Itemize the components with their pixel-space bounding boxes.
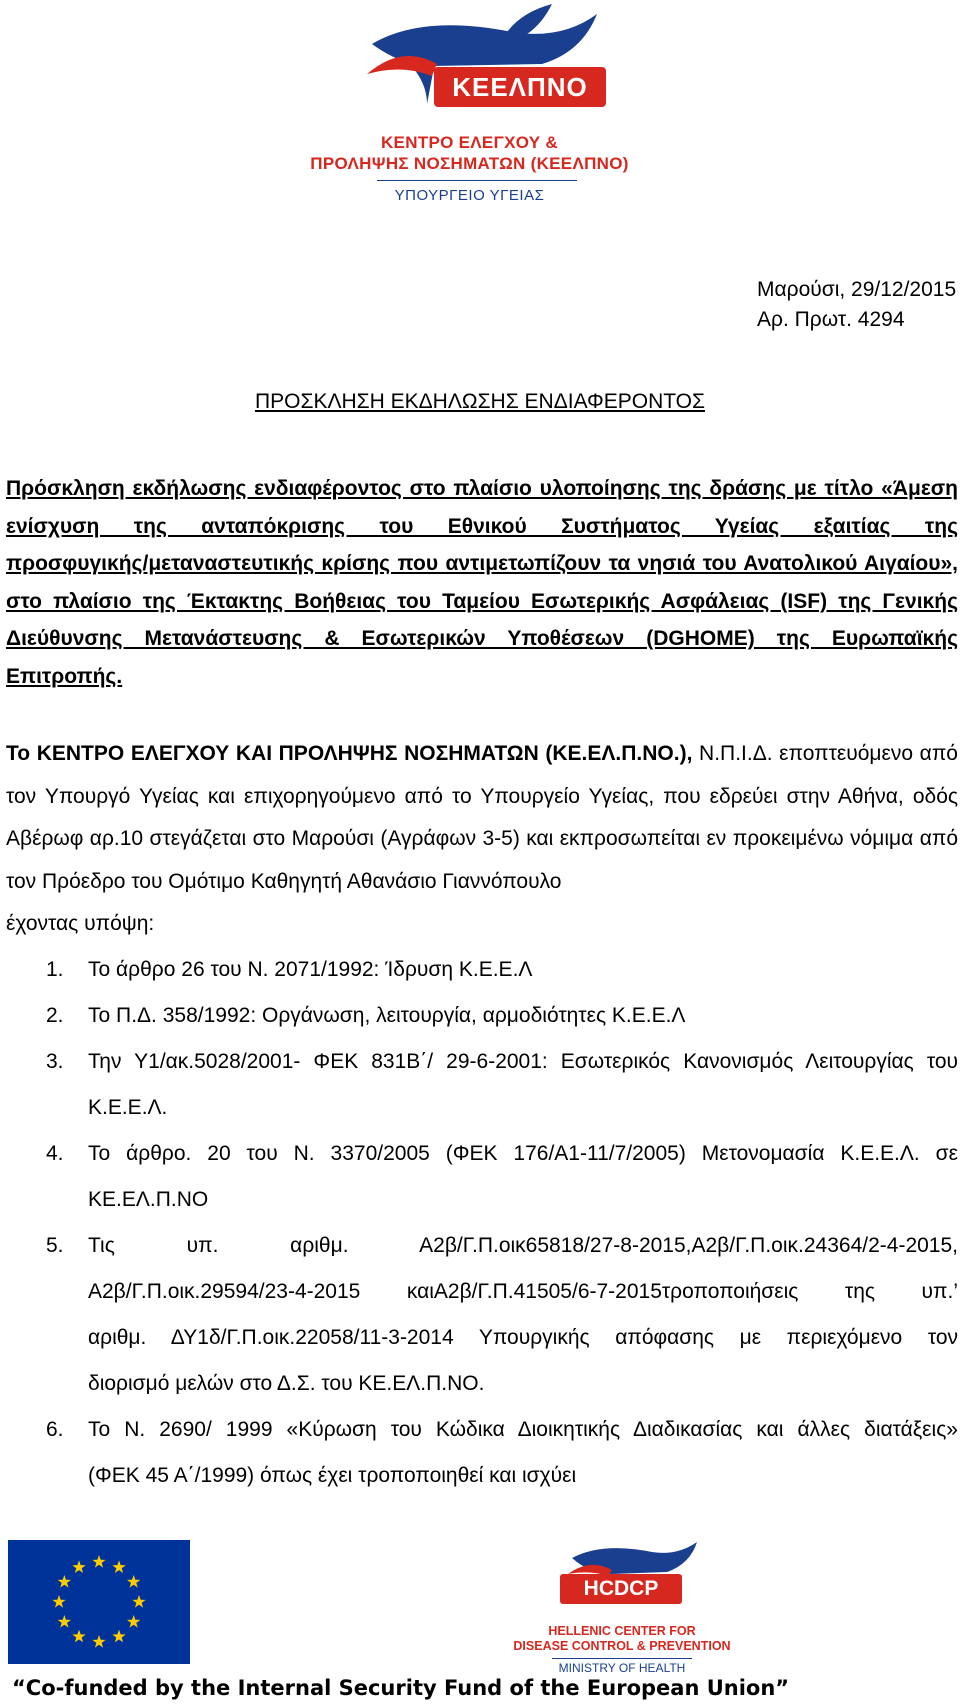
- document-title: ΠΡΟΣΚΛΗΣΗ ΕΚΔΗΛΩΣΗΣ ΕΝΔΙΑΦΕΡΟΝΤΟΣ: [254, 390, 706, 413]
- hcdcp-logo: [502, 1540, 762, 1680]
- list-line: διορισμό μελών στο Δ.Σ. του ΚΕ.ΕΛ.Π.ΝΟ.: [88, 1372, 485, 1395]
- list-number: 1.: [46, 958, 64, 981]
- subject-line: ενίσχυση της ανταπόκρισης του Εθνικού Συστήματος Υγείας εξαιτίας της: [6, 514, 958, 538]
- hcdcp-line1: HELLENIC CENTER FOR: [548, 1624, 696, 1638]
- list-line: Α2β/Γ.Π.οικ.29594/23-4-2015 καιΑ2β/Γ.Π.41505/6-7-2015τροποποιήσεις της υπ.’: [88, 1280, 958, 1303]
- list-line: Το Π.Δ. 358/1992: Οργάνωση, λειτουργία, αρμοδιότητες Κ.Ε.Ε.Λ: [88, 1004, 686, 1027]
- list-line: Κ.Ε.Ε.Λ.: [88, 1096, 168, 1119]
- logo-ministry: ΥΠΟΥΡΓΕΙΟ ΥΓΕΙΑΣ: [394, 187, 545, 204]
- eu-star-icon: [72, 1560, 85, 1573]
- intro-line: [6, 733, 958, 776]
- list-number: 5.: [46, 1234, 64, 1257]
- list-number: 2.: [46, 1004, 64, 1027]
- logo-title-line2: ΠΡΟΛΗΨΗΣ ΝΟΣΗΜΑΤΩΝ (ΚΕΕΛΠΝΟ): [310, 154, 629, 173]
- list-line: Το Ν. 2690/ 1999 «Κύρωση του Κώδικα Διοικητικής Διαδικασίας και άλλες διατάξεις»: [88, 1418, 958, 1441]
- eu-star-icon: [112, 1560, 125, 1573]
- list-item: [46, 1407, 958, 1499]
- eu-star-icon: [127, 1615, 140, 1628]
- hcdcp-line2: DISEASE CONTROL & PREVENTION: [513, 1639, 731, 1653]
- date-block: [757, 275, 956, 335]
- eu-star-icon: [132, 1595, 145, 1608]
- list-line: Το άρθρο 26 του Ν. 2071/1992: Ίδρυση Κ.Ε.Ε.Λ: [88, 958, 533, 981]
- eu-star-icon: [92, 1635, 105, 1648]
- place-date: Μαρούσι, 29/12/2015: [757, 278, 957, 301]
- intro-line1-rest: Ν.Π.Ι.Δ. εποπτευόμενο από: [699, 742, 958, 765]
- list-item: [46, 1039, 958, 1131]
- keelpno-logo: [252, 4, 687, 206]
- hcdcp-acronym: HCDCP: [560, 1574, 682, 1604]
- list-line: Την Υ1/ακ.5028/2001- ΦΕΚ 831Β΄/ 29-6-2001: Εσωτερικός Κανονισμός Λειτουργίας του: [88, 1050, 958, 1073]
- list-number: 4.: [46, 1142, 64, 1165]
- eu-star-icon: [72, 1630, 85, 1643]
- list-line: ΚΕ.ΕΛ.Π.ΝΟ: [88, 1188, 209, 1211]
- list-line: Τις υπ. αριθμ. Α2β/Γ.Π.οικ65818/27-8-2015,Α2β/Γ.Π.οικ.24364/2-4-2015,: [88, 1234, 958, 1257]
- eu-star-icon: [52, 1595, 65, 1608]
- eu-flag-logo: [8, 1540, 190, 1664]
- list-number: 3.: [46, 1050, 64, 1073]
- eu-star-icon: [127, 1575, 140, 1588]
- intro-line: τον Πρόεδρο του Ομότιμο Καθηγητή Αθανάσιο Γιαννόπουλο: [6, 869, 562, 893]
- logo-title-line1: ΚΕΝΤΡΟ ΕΛΕΓΧΟΥ &: [380, 133, 559, 152]
- having-label: έχοντας υπόψη:: [6, 912, 155, 935]
- subject-line: Διεύθυνσης Μετανάστευσης & Εσωτερικών Υποθέσεων (DGHOME) της Ευρωπαϊκής Επιτροπής.: [6, 627, 958, 688]
- subject-line: Πρόσκληση εκδήλωσης ενδιαφέροντος στο πλαίσιο υλοποίησης της δράσης με τίτλο «Άμεση: [6, 477, 958, 500]
- list-item: [46, 993, 958, 1039]
- considerations-list: [46, 947, 958, 1499]
- organization-name: Το ΚΕΝΤΡΟ ΕΛΕΓΧΟΥ ΚΑΙ ΠΡΟΛΗΨΗΣ ΝΟΣΗΜΑΤΩΝ (ΚΕ.ΕΛ.Π.ΝΟ.),: [6, 742, 693, 765]
- list-number: 6.: [46, 1418, 64, 1441]
- logo-divider: [377, 180, 577, 181]
- eu-star-icon: [92, 1555, 105, 1568]
- subject-paragraph: [6, 470, 958, 695]
- intro-line: Αβέρωφ αρ.10 στεγάζεται στο Μαρούσι (Αγράφων 3-5) και εκπροσωπείται εν προκειμένω νόμιμα από: [6, 827, 958, 850]
- protocol-number: Αρ. Πρωτ. 4294: [757, 308, 905, 331]
- list-item: [46, 1223, 958, 1407]
- eu-star-icon: [58, 1575, 71, 1588]
- eu-stars-icon: [8, 1540, 190, 1664]
- eu-star-icon: [58, 1615, 71, 1628]
- list-item: [46, 947, 958, 993]
- hcdcp-divider: [552, 1658, 692, 1659]
- intro-paragraph: [6, 733, 958, 903]
- list-line: (ΦΕΚ 45 Α΄/1999) όπως έχει τροποποιηθεί και ισχύει: [88, 1464, 577, 1487]
- hcdcp-ministry: MINISTRY OF HEALTH: [558, 1661, 686, 1675]
- subject-line: στο πλαίσιο της Έκτακτης Βοήθειας του Ταμείου Εσωτερικής Ασφάλειας (ISF) της Γενικής: [6, 589, 958, 613]
- eu-star-icon: [112, 1630, 125, 1643]
- list-item: [46, 1131, 958, 1223]
- keelpno-acronym: ΚΕΕΛΠΝΟ: [434, 67, 606, 107]
- subject-line: προσφυγικής/μεταναστευτικής κρίσης που αντιμετωπίζουν τα νησιά του Ανατολικού Αιγαίου»,: [6, 552, 958, 575]
- cofunded-note: “Co-funded by the Internal Security Fund of the European Union”: [12, 1676, 790, 1700]
- list-line: Το άρθρο. 20 του Ν. 3370/2005 (ΦΕΚ 176/Α1-11/7/2005) Μετονομασία Κ.Ε.Ε.Λ. σε: [88, 1142, 958, 1165]
- list-line: αριθμ. ΔΥ1δ/Γ.Π.οικ.22058/11-3-2014 Υπουργικής απόφασης με περιεχόμενο τον: [88, 1326, 958, 1349]
- intro-line: τον Υπουργό Υγείας και επιχορηγούμενο από το Υπουργείο Υγείας, που εδρεύει στην Αθήνα, οδός: [6, 784, 958, 808]
